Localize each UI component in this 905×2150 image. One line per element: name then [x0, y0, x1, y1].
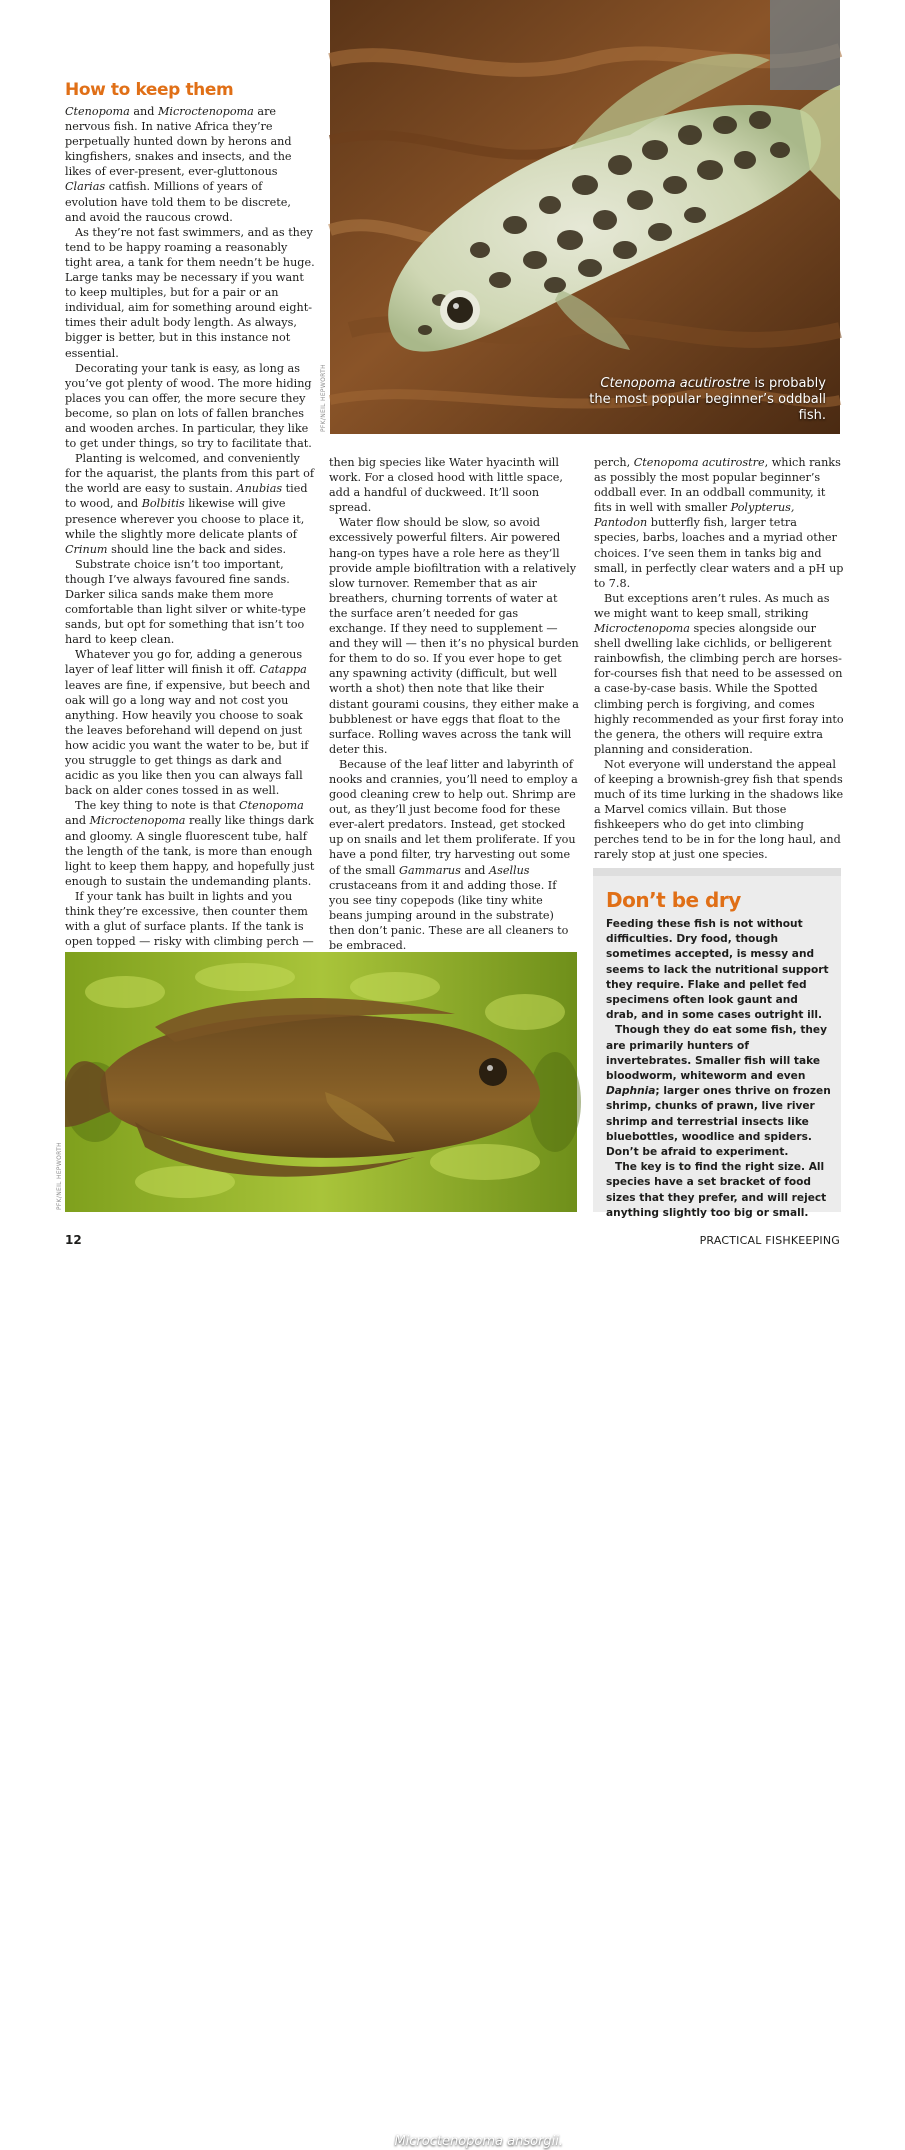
fish-photo-top-art	[330, 0, 840, 434]
photo-credit-top: PFK/NEIL HEPWORTH	[320, 364, 327, 432]
sidebar-body	[606, 917, 831, 1221]
paragraph: But exceptions aren’t rules. As much as we might want to keep small, striking Microctenopoma species alongside our shell dwelling lake cichlids, or belligerent rainbowfish, the climbing perch are horses-for-courses fish that need to be assessed on a case-by-case basis. While the Spotted climbing perch is forgiving, and comes highly recommended as your first foray into the genera, the others will require extra planning and consideration.	[594, 591, 844, 756]
paragraph: Ctenopoma and Microctenopoma are nervous fish. In native Africa they’re perpetually hunted down by herons and kingfishers, snakes and insects, and the likes of ever-present, ever-gluttonous Clarias catfish. Millions of years of evolution have told them to be discrete, and avoid the raucous crowd.	[65, 105, 292, 224]
photo-caption-bottom: Microctenopoma ansorgii.	[394, 2134, 563, 2149]
section-heading: How to keep them	[65, 80, 234, 100]
page-number: 12	[65, 1233, 82, 1247]
magazine-name: PRACTICAL FISHKEEPING	[699, 1234, 840, 1247]
paragraph: Water flow should be slow, so avoid excessively powerful filters. Air powered hang-on types have a role here as they’ll provide ample biofiltration with a relatively slow turnover. Remember that as air breathers, churning torrents of water at the surface aren’t needed for gas exchange. If they need to supplement — and they will — then it’s no physical burden for them to do so. If you ever hope to get any spawning activity (difficult, but well worth a shot) then note that like their distant gourami cousins, they either make a bubblenest or have eggs that float to the surface. Rolling waves across the tank will deter this.	[329, 516, 579, 756]
paragraph: The key is to find the right size. All species have a set bracket of food sizes that they prefer, and will reject anything slightly too big or small.	[606, 1161, 827, 1219]
photo-credit-bottom: PFK/NEIL HEPWORTH	[56, 1142, 63, 1210]
paragraph: Because of the leaf litter and labyrinth of nooks and crannies, you’ll need to employ a good cleaning crew to help out. Shrimp are out, as they’ll just become food for these ever-alert predators. Instead, get stocked up on snails and let them proliferate. If you have a pond filter, try harvesting out some of the small Gammarus and Asellus crustaceans from it and adding those. If you see tiny copepods (like tiny white beans jumping around in the substrate) then don’t panic. These are all cleaners to be embraced.	[329, 757, 578, 952]
text-column-1	[65, 104, 315, 949]
paragraph: The key thing to note is that Ctenopoma and Microctenopoma really like things dark and gloomy. A single fluorescent tube, half the length of the tank, is more than enough light to keep them happy, and hopefully just enough to sustain the undemanding plants.	[65, 799, 315, 888]
paragraph: perch, Ctenopoma acutirostre, which ranks as possibly the most popular beginner’s oddball ever. In an oddball community, it fits in well with smaller Polypterus, Pantodon butterfly fish, larger tetra species, barbs, loaches and a myriad other choices. I’ve seen them in tanks big and small, in perfectly clear waters and a pH up to 7.8.	[594, 456, 844, 590]
sidebar-box	[593, 868, 841, 1219]
paragraph: Substrate choice isn’t too important, though I’ve always favoured fine sands. Darker silica sands make them more comfortable than light silver or white-type sands, but opt for something that isn’t too hard to keep clean.	[65, 557, 306, 647]
fish-photo-bottom-art	[65, 952, 577, 1212]
paragraph: Not everyone will understand the appeal of keeping a brownish-grey fish that spends much of its time lurking in the shadows like a Marvel comics villain. But those fishkeepers who do get into climbing perches tend to be in for the long haul, and rarely stop at just one species.	[594, 757, 844, 862]
paragraph: Whatever you go for, adding a generous layer of leaf litter will finish it off. Catappa leaves are fine, if expensive, but beech and oak will go a long way and not cost you anything. How heavily you choose to soak the leaves beforehand will depend on just how acidic you want the water to be, but if you struggle to get things as dark and acidic as you like then you can always fall back on alder cones tossed in as well.	[65, 648, 311, 798]
paragraph: then big species like Water hyacinth will work. For a closed hood with little space, add a handful of duckweed. It’ll soon spread.	[329, 456, 563, 515]
photo-caption-top: Ctenopoma acutirostre is probably the most popular beginner’s oddball fish.	[589, 376, 826, 423]
text-column-2	[329, 455, 579, 998]
paragraph: Though they do eat some fish, they are primarily hunters of invertebrates. Smaller fish will take bloodworm, whiteworm and even Daphnia; larger ones thrive on frozen shrimp, chunks of prawn, live river shrimp and terrestrial insects like bluebottles, woodlice and spiders. Don’t be afraid to experiment.	[606, 1024, 831, 1159]
text-column-3	[594, 455, 844, 863]
paragraph: Planting is welcomed, and conveniently for the aquarist, the plants from this part of the world are easy to sustain. Anubias tied to wood, and Bolbitis likewise will give presence wherever you choose to place it, while the slightly more delicate plants of Crinum should line the back and sides.	[65, 452, 314, 556]
sidebar-heading: Don’t be dry	[606, 888, 741, 912]
paragraph: As they’re not fast swimmers, and as they tend to be happy roaming a reasonably tight area, a tank for them needn’t be huge. Large tanks may be necessary if you want to keep multiples, but for a pair or an individual, aim for something around eight-times their adult body length. As always, bigger is better, but in this instance not essential.	[65, 225, 315, 360]
paragraph: Decorating your tank is easy, as long as you’ve got plenty of wood. The more hiding places you can offer, the more secure they become, so plan on lots of fallen branches and wooden arches. In particular, they like to get under things, so try to facilitate that.	[65, 361, 312, 451]
paragraph: If your tank has built in lights and you think they’re excessive, then counter them with a glut of surface plants. If the tank is open topped — risky with climbing perch —	[65, 889, 314, 949]
photo-ctenopoma-acutirostre	[330, 0, 840, 434]
paragraph: Feeding these fish is not without difficulties. Dry food, though sometimes accepted, is messy and seems to lack the nutritional support they require. Flake and pellet fed specimens often look gaunt and drab, and in some cases outright ill.	[606, 918, 829, 1022]
